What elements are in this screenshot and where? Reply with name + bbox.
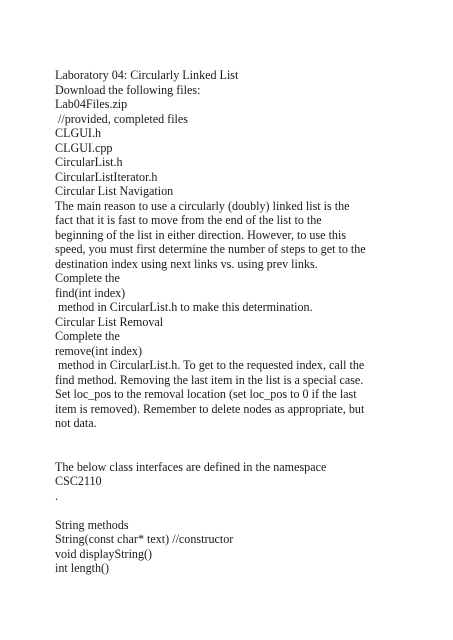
paragraph-line: beginning of the list in either direction. However, to use this bbox=[55, 227, 347, 242]
blank-line bbox=[55, 445, 415, 460]
blank-line bbox=[55, 503, 415, 518]
method-signature-remove: remove(int index) bbox=[55, 343, 142, 358]
file-name-circularlist-h: CircularList.h bbox=[55, 155, 123, 169]
file-name-iterator-h: CircularListIterator.h bbox=[55, 169, 158, 184]
paragraph-line: The below class interfaces are defined in the namespace bbox=[55, 459, 327, 474]
namespace-name: CSC2110 bbox=[55, 474, 102, 488]
paragraph-line: method in CircularList.h. To get to the requested index, call the bbox=[55, 358, 365, 372]
paragraph-line: fact that it is fast to move from the end of the list to the bbox=[55, 213, 322, 227]
method-signature-find: find(int index) bbox=[55, 285, 126, 300]
file-name-clgui-cpp: CLGUI.cpp bbox=[55, 140, 113, 155]
paragraph-line: Complete the bbox=[55, 329, 120, 343]
blank-line bbox=[55, 431, 415, 446]
paragraph-line: destination index using next links vs. using prev links. bbox=[55, 256, 318, 271]
method-signature-length: int length() bbox=[55, 561, 110, 575]
paragraph-line: speed, you must first determine the number of steps to get to the bbox=[55, 242, 366, 256]
method-signature-constructor: String(const char* text) //constructor bbox=[55, 532, 234, 546]
paragraph-line: Set loc_pos to the removal location (set loc_pos to 0 if the last bbox=[55, 387, 357, 401]
section-heading-navigation: Circular List Navigation bbox=[55, 184, 174, 198]
file-name-zip: Lab04Files.zip bbox=[55, 97, 128, 111]
paragraph-line: The main reason to use a circularly (doubly) linked list is the bbox=[55, 198, 350, 213]
paragraph-line: not data. bbox=[55, 416, 97, 430]
document-body bbox=[55, 68, 415, 576]
file-name-clgui-h: CLGUI.h bbox=[55, 126, 102, 140]
paragraph-line: find method. Removing the last item in the list is a special case. bbox=[55, 372, 364, 387]
paragraph-line: Complete the bbox=[55, 271, 120, 285]
paragraph-line: item is removed). Remember to delete nodes as appropriate, but bbox=[55, 401, 365, 416]
download-instruction: Download the following files: bbox=[55, 82, 201, 97]
paragraph-line: . bbox=[55, 488, 59, 503]
method-signature-displaystring: void displayString() bbox=[55, 546, 153, 561]
file-comment: //provided, completed files bbox=[55, 111, 188, 126]
lab-title: Laboratory 04: Circularly Linked List bbox=[55, 68, 239, 82]
section-heading-removal: Circular List Removal bbox=[55, 314, 164, 329]
paragraph-line: method in CircularList.h to make this determination. bbox=[55, 300, 313, 314]
section-heading-string-methods: String methods bbox=[55, 517, 129, 532]
